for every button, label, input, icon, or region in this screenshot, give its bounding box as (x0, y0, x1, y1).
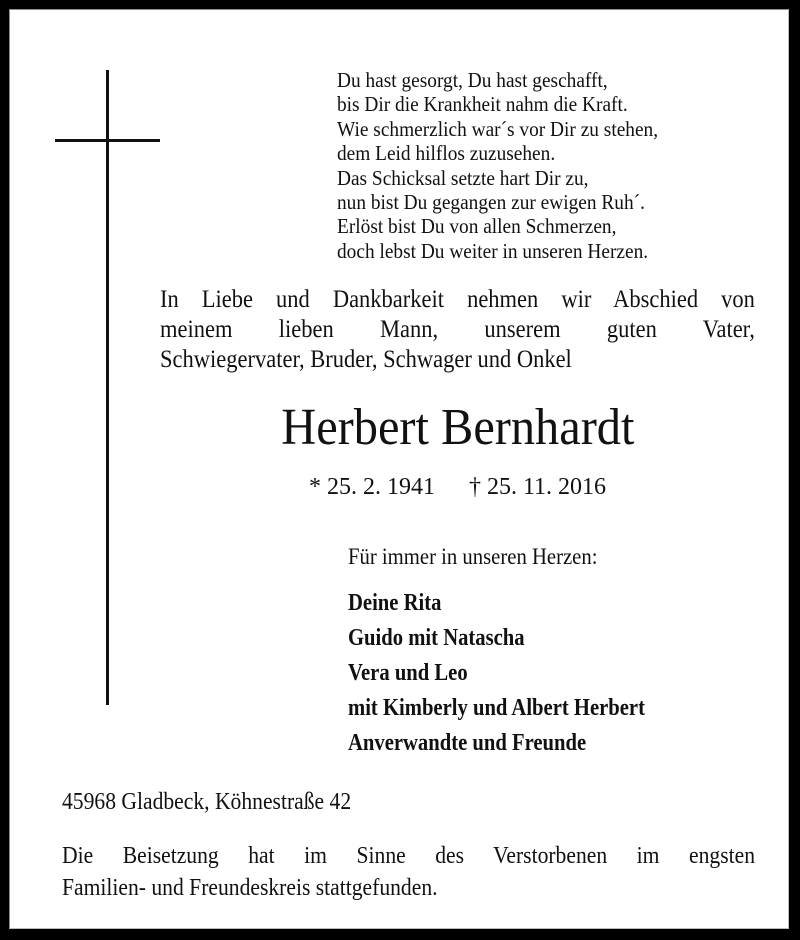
deceased-name: Herbert Bernhardt (280, 399, 635, 456)
poem-line: Wie schmerzlich war´s vor Dir zu stehen, (337, 116, 659, 141)
intro-line: Schwiegervater, Bruder, Schwager und Onkel (160, 346, 572, 373)
life-dates (160, 472, 755, 502)
family-address: 45968 Gladbeck, Köhnestraße 42 (62, 789, 352, 815)
mourner-name: Anverwandte und Freunde (348, 730, 587, 756)
mourner-name: Vera und Leo (348, 660, 468, 686)
birth-date: * 25. 2. 1941 (308, 474, 435, 500)
cross-icon-vertical-bar (106, 70, 109, 705)
mourners-heading: Für immer in unseren Herzen: (348, 544, 598, 569)
poem-line: Das Schicksal setzte hart Dir zu, (337, 165, 589, 190)
farewell-intro (160, 285, 755, 375)
burial-line: Familien- und Freundeskreis stattgefunden. (62, 875, 438, 901)
memorial-poem (337, 68, 694, 263)
poem-line: dem Leid hilflos zuzusehen. (337, 141, 556, 166)
burial-notice (62, 840, 755, 904)
mourner-name: Deine Rita (348, 590, 442, 616)
poem-line: nun bist Du gegangen zur ewigen Ruh´. (337, 190, 645, 215)
cross-icon-horizontal-bar (55, 139, 160, 142)
poem-line: bis Dir die Krankheit nahm die Kraft. (337, 92, 628, 117)
death-date: † 25. 11. 2016 (468, 474, 607, 500)
mourners-list (348, 586, 693, 761)
mourner-name: Guido mit Natascha (348, 625, 525, 651)
burial-line: Die Beisetzung hat im Sinne des Verstorbenen im engsten (62, 843, 755, 869)
poem-line: Erlöst bist Du von allen Schmerzen, (337, 214, 617, 239)
intro-line: meinem lieben Mann, unserem guten Vater, (160, 316, 755, 343)
poem-line: Du hast gesorgt, Du hast geschafft, (337, 68, 608, 92)
poem-line: doch lebst Du weiter in unseren Herzen. (337, 238, 649, 263)
intro-line: In Liebe und Dankbarkeit nehmen wir Abschied von (160, 286, 755, 313)
obituary-notice (9, 9, 789, 929)
mourner-name: mit Kimberly und Albert Herbert (348, 695, 645, 721)
